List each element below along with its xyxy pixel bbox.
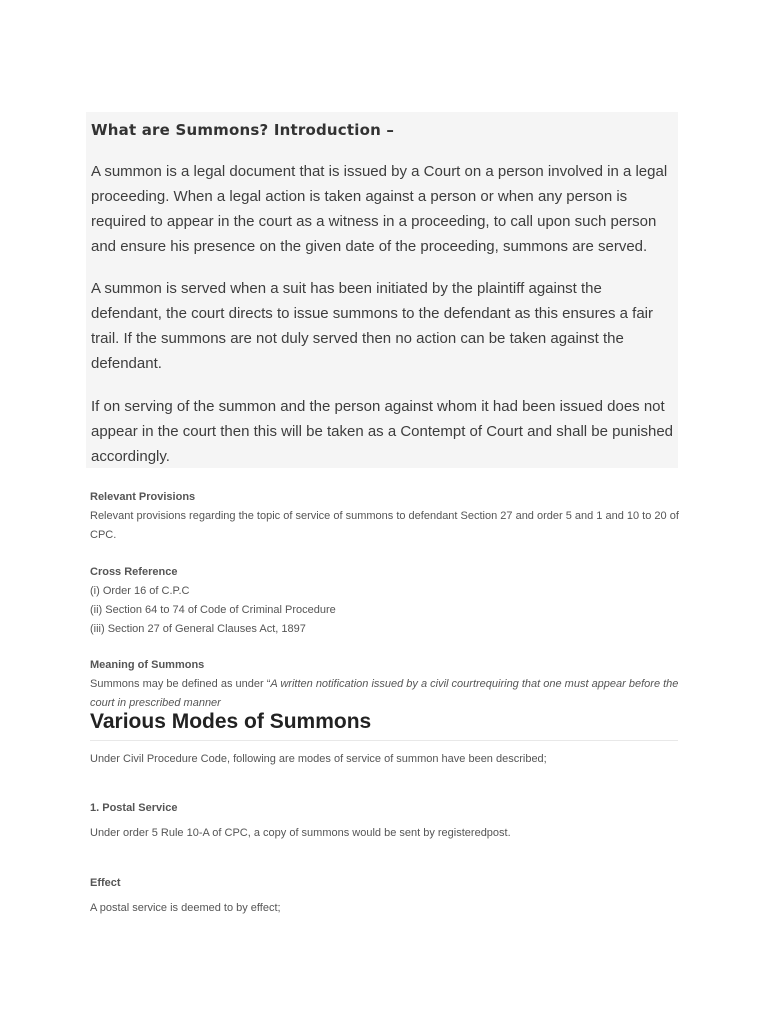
postal-service-text-section: [90, 824, 680, 843]
meaning-section: [90, 656, 680, 713]
cross-reference-item: (ii) Section 64 to 74 of Code of Criminal Procedure: [90, 604, 336, 616]
intro-paragraph-1: A summon is a legal document that is issued by a Court on a person involved in a legal proceeding. When a legal action is taken against a person or when any person is required to appear in the court as a witness in a proceeding, to call upon such person and ensure his presence on the given date of the proceeding, summons are served.: [91, 163, 668, 255]
meaning-lead: Summons may be defined as under “: [90, 678, 271, 690]
relevant-provisions-heading: Relevant Provisions: [90, 491, 196, 503]
intro-box: [86, 112, 678, 468]
modes-intro-text: Under Civil Procedure Code, following are modes of service of summon have been described;: [90, 753, 547, 765]
postal-service-text: Under order 5 Rule 10-A of CPC, a copy of summons would be sent by registeredpost.: [90, 827, 511, 839]
intro-paragraph-3: If on serving of the summon and the person against whom it had been issued does not appear in the court then this will be taken as a Contempt of Court and shall be punished accordingly.: [91, 398, 674, 465]
effect-text: A postal service is deemed to by effect;: [90, 902, 281, 914]
cross-reference-heading: Cross Reference: [90, 566, 178, 578]
effect-section: [90, 874, 680, 893]
modes-heading: Various Modes of Summons: [90, 707, 678, 741]
intro-paragraph-2: A summon is served when a suit has been initiated by the plaintiff against the defendant, the court directs to issue summons to the defendant as this ensures a fair trail. If the summons are not duly served then no action can be taken against the defendant.: [91, 280, 653, 372]
meaning-quote: A written notification issued by a civil courtrequiring that one must appear before the court in prescribed manner: [90, 678, 679, 709]
cross-reference-item: (iii) Section 27 of General Clauses Act, 1897: [90, 623, 306, 635]
postal-service-section: [90, 799, 680, 818]
postal-service-heading: 1. Postal Service: [90, 802, 178, 814]
intro-title: What are Summons? Introduction –: [91, 121, 395, 139]
effect-heading: Effect: [90, 877, 121, 889]
cross-reference-section: [90, 563, 680, 639]
modes-intro-section: [90, 750, 680, 769]
cross-reference-item: (i) Order 16 of C.P.C: [90, 585, 190, 597]
effect-text-section: [90, 899, 680, 918]
relevant-provisions-text: Relevant provisions regarding the topic of service of summons to defendant Section 27 and order 5 and 1 and 10 to 20 of CPC.: [90, 510, 679, 541]
meaning-heading: Meaning of Summons: [90, 659, 205, 671]
relevant-provisions-section: [90, 488, 680, 545]
